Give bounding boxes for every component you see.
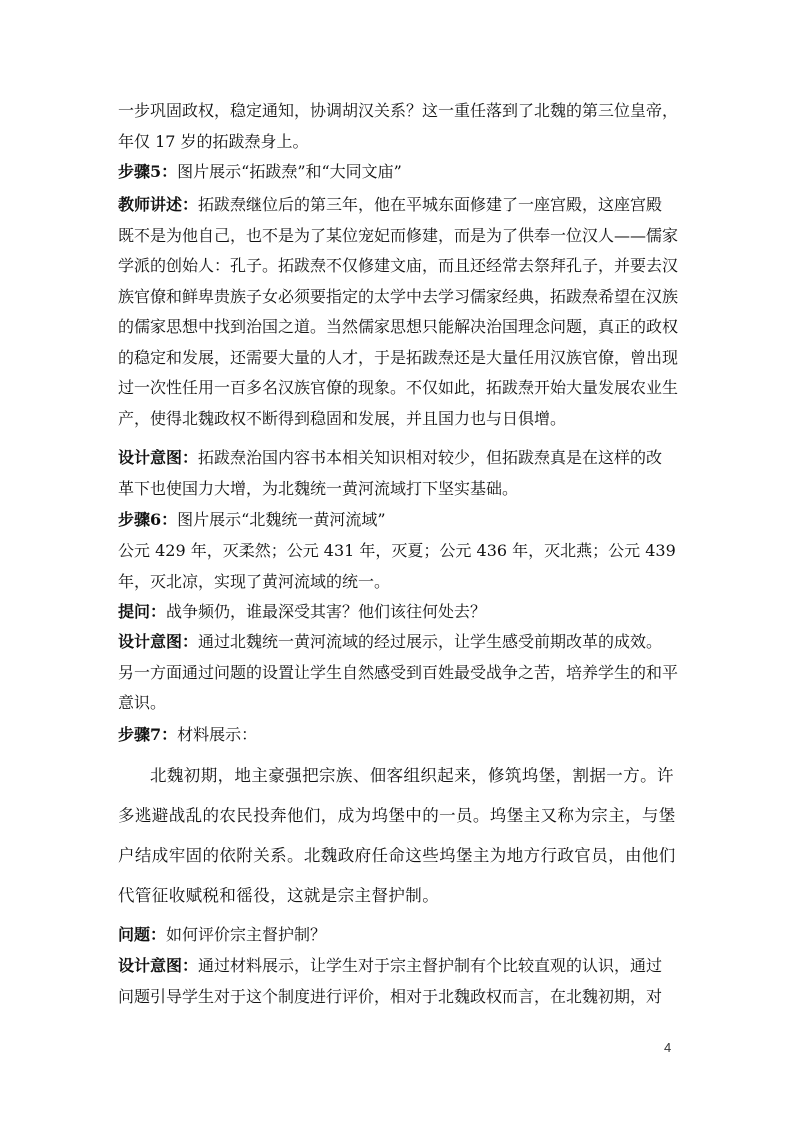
material-text: 北魏初期，地主豪强把宗族、佃客组织起来，修筑坞堡，割据一方。许多逃避战乱的农民投奔他们，成为坞堡中的一员。坞堡主又称为宗主，与堡户结成牢固的依附关系。北魏政府任命这些坞堡主为地方行政官员，由他们代管征收赋税和徭役，这就是宗主督护制。	[118, 766, 676, 905]
design-intent-label: 设计意图：	[118, 448, 199, 467]
step-7-text: 材料展示：	[177, 725, 258, 744]
paragraph-intro	[118, 96, 678, 157]
paragraph-text: 公元 429 年，灭柔然；公元 431 年，灭夏；公元 436 年，灭北燕；公元 439 年，灭北凉，实现了黄河流域的统一。	[118, 541, 676, 591]
teacher-narration-label: 教师讲述：	[118, 195, 199, 214]
page-number: 4	[664, 1040, 672, 1055]
step-6	[118, 505, 678, 536]
teacher-narration-text: 拓跋焘继位后的第三年，他在平城东面修建了一座宫殿，这座宫殿既不是为他自己，也不是为了某位宠妃而修建，而是为了供奉一位汉人——儒家学派的创始人：孔子。拓跋焘不仅修建文庙，而且还经常去祭拜孔子，并要去汉族官僚和鲜卑贵族子女必须要指定的太学中去学习儒家经典，拓跋焘希望在汉族的儒家思想中找到治国之道。当然儒家思想只能解决治国理念问题，真正的政权的稳定和发展，还需要大量的人才，于是拓跋焘还是大量任用汉族官僚，曾出现过一次性任用一百多名汉族官僚的现象。不仅如此，拓跋焘开始大量发展农业生产，使得北魏政权不断得到稳固和发展，并且国力也与日俱增。	[118, 195, 679, 428]
paragraph-years	[118, 536, 678, 597]
step-6-text: 图片展示“北魏统一黄河流域”	[177, 510, 386, 529]
material-quote	[118, 756, 678, 916]
step-7-label: 步骤7：	[118, 725, 178, 744]
teacher-narration	[118, 190, 678, 434]
question-1	[118, 597, 678, 628]
design-intent-text: 通过北魏统一黄河流域的经过展示，让学生感受前期改革的成效。另一方面通过问题的设置让学生自然感受到百姓最受战争之苦，培养学生的和平意识。	[118, 632, 679, 712]
design-intent-1	[118, 443, 678, 504]
step-5-label: 步骤5：	[118, 162, 178, 181]
design-intent-text: 拓跋焘治国内容书本相关知识相对较少，但拓跋焘真是在这样的改革下也使国力大增，为北魏统一黄河流域打下坚实基础。	[118, 448, 663, 498]
question-text: 如何评价宗主督护制？	[166, 925, 327, 944]
question-2	[118, 920, 678, 951]
question-label: 问题：	[118, 925, 167, 944]
design-intent-text: 通过材料展示，让学生对于宗主督护制有个比较直观的认识，通过问题引导学生对于这个制度进行评价，相对于北魏政权而言，在北魏初期，对	[118, 956, 663, 1006]
design-intent-2	[118, 627, 678, 719]
question-label: 提问：	[118, 602, 167, 621]
step-7	[118, 720, 678, 751]
step-5	[118, 157, 678, 188]
step-5-text: 图片展示“拓跋焘”和“大同文庙”	[177, 162, 402, 181]
question-text: 战争频仍，谁最深受其害？他们该往何处去？	[166, 602, 487, 621]
design-intent-label: 设计意图：	[118, 632, 199, 651]
paragraph-text: 一步巩固政权，稳定通知，协调胡汉关系？这一重任落到了北魏的第三位皇帝，年仅 17 岁的拓跋焘身上。	[118, 101, 679, 151]
design-intent-label: 设计意图：	[118, 956, 199, 975]
step-6-label: 步骤6：	[118, 510, 178, 529]
design-intent-3	[118, 951, 678, 1012]
